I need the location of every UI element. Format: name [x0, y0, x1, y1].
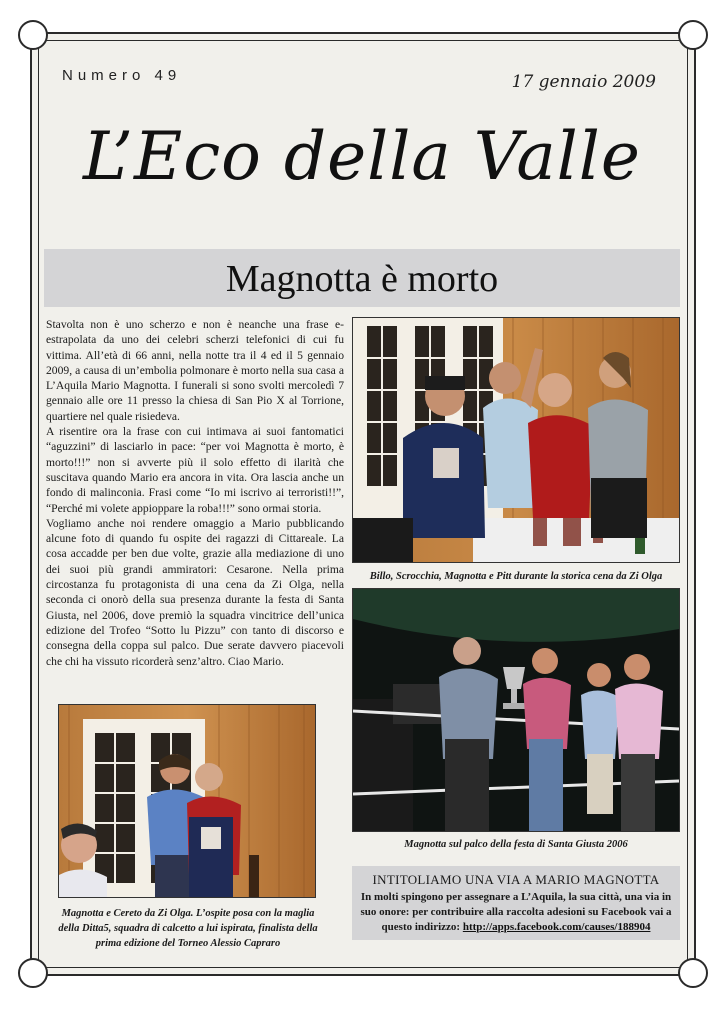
petition-title: INTITOLIAMO UNA VIA A MARIO MAGNOTTA: [372, 872, 660, 887]
article-body: [46, 317, 344, 669]
issue-date: 17 gennaio 2009: [511, 72, 656, 92]
masthead-title: L’Eco della Valle: [83, 118, 641, 195]
stage-photo: [352, 588, 680, 832]
headline: Magnotta è morto: [225, 258, 499, 300]
stage-photo-image: [353, 589, 679, 831]
pose-photo: [58, 704, 316, 898]
article-paragraph: Stavolta non è uno scherzo e non è neanche una frase e-estrapolata da uno dei celebri scherzi telefonici di cui fu vittima. All’età di 66 anni, nella notte tra il 4 ed il 5 gennaio 2009, a causa di un’embolia polmonare è morto nella sua casa a L’Aquila Mario Magnotta. I funerali si sono svolti mercoledì 7 gennaio alle ore 11 presso la chiesa di San Pio X al Torrione, quartiere nel quale risiedeva.: [46, 318, 344, 423]
dinner-photo-caption: Billo, Scrocchia, Magnotta e Pitt durante la storica cena da Zi Olga: [369, 571, 663, 582]
frame-corner: [18, 958, 48, 988]
petition-box: [352, 866, 680, 940]
pose-photo-image: [59, 705, 315, 897]
dinner-photo: [352, 317, 680, 563]
stage-photo-caption: Magnotta sul palco della festa di Santa Giusta 2006: [404, 839, 628, 850]
frame-corner: [678, 20, 708, 50]
frame-corner: [18, 20, 48, 50]
issue-number: Numero 49: [62, 67, 182, 84]
article-paragraph: Vogliamo anche noi rendere omaggio a Mario pubblicando alcune foto di quando fu ospite dei ragazzi di Cittareale. La cosa accadde per ben due volte, grazie alla mediazione di uno dei suoi più grandi ammiratori: Cesarone. Nella prima circostanza fu protagonista di una cena da Zi Olga, nella seconda ci onorò della sua presenza durante la festa di Santa Giusta, nel 2006, dove premiò la squadra vincitrice dell’unica edizione del Trofeo “Sotto lu Pizzu” con tanto di discorso e consegna della coppa sul palco. Due serate davvero piacevoli che chi ha vissuto ricorderà senz’altro. Ciao Mario.: [46, 516, 344, 668]
petition-description: In molti spingono per assegnare a L’Aquila, la sua città, una via in suo onore: per contribuire alla raccolta adesioni su Facebook vai a questo indirizzo:: [360, 891, 672, 933]
petition-text: [360, 890, 672, 935]
dinner-photo-image: [353, 318, 679, 562]
frame-corner: [678, 958, 708, 988]
article-paragraph: A risentire ora la frase con cui intimava ai suoi fantomatici “aguzzini” di lasciarlo in pace: “per voi Magnotta è morto, è morto!!!” non si avverte più il solo effetto di ilarità che suscitava quando Mario era ancora in vita. Ora lascia anche un fondo di malinconia. Frasi come “Io mi iscrivo ai terroristi!!”, “Perché mi volete appioppare la roba!!!” sono ormai storia.: [46, 425, 344, 515]
headline-bar: [44, 249, 680, 307]
petition-link[interactable]: http://apps.facebook.com/causes/188904: [462, 921, 651, 933]
pose-photo-caption: Magnotta e Cereto da Zi Olga. L’ospite posa con la maglia della Ditta5, squadra di calcetto a lui ispirata, finalista della prima edizione del Torneo Alessio Capraro: [58, 908, 318, 949]
